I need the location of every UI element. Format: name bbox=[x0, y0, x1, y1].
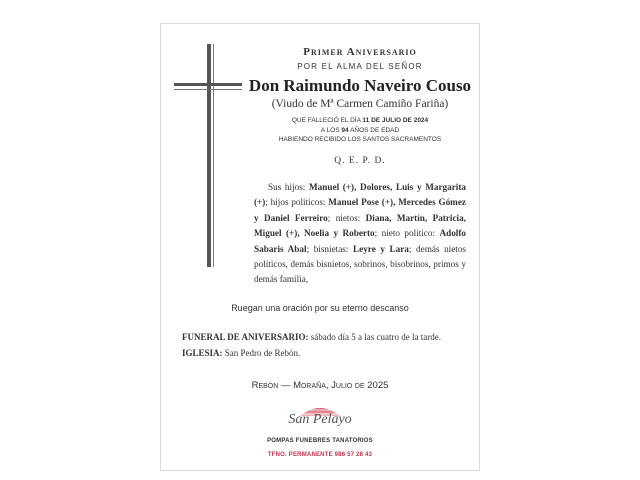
anniversary-title: Primer Aniversario bbox=[303, 46, 417, 58]
funeral-home-logo-text: San Pelayo bbox=[288, 412, 352, 427]
qepd-text: Q. E. P. D. bbox=[334, 156, 386, 166]
funeral-info: FUNERAL DE ANIVERSARIO: sábado día 5 a las cuatro de la tarde. bbox=[182, 332, 441, 342]
deceased-name: Don Raimundo Naveiro Couso bbox=[248, 76, 472, 95]
company-name: POMPAS FUNEBRES TANATORIOS bbox=[267, 438, 373, 444]
company-phone: TFNO. PERMANENTE 986 57 28 43 bbox=[267, 452, 373, 458]
anniversary-subtitle: POR EL ALMA DEL SEÑOR bbox=[297, 62, 423, 71]
death-info: QUE FALLECIÓ EL DÍA 11 DE JULIO DE 2024 A LOS 94 AÑOS DE EDAD HABIENDO RECIBIDO LOS SANTOS SACRAMENTOS bbox=[278, 117, 442, 143]
prayer-request: Ruegan una oración por su eterno descanso bbox=[231, 303, 409, 313]
church-info: IGLESIA: San Pedro de Rebón. bbox=[182, 348, 301, 358]
family-list: Sus hijos: Manuel (+), Dolores, Luis y Margarita (+); hijos políticos: Manuel Pose (+), Mercedes Gómez y Daniel Ferreiro; nietos: Diana, Martín, Patricia, Miguel (+), Noelia y Roberto; nieto político: Adolfo Sabaris Abal; bisnietas: Leyre y Lara; demás nietos políticos, demás bisnietos, sobrinos, bisobrinos, primos y demás familia, bbox=[254, 182, 467, 285]
place-date: Rebón — Moraña, Julio de 2025 bbox=[251, 380, 389, 391]
widow-note: (Viudo de Mª Carmen Camiño Fariña) bbox=[271, 98, 449, 110]
